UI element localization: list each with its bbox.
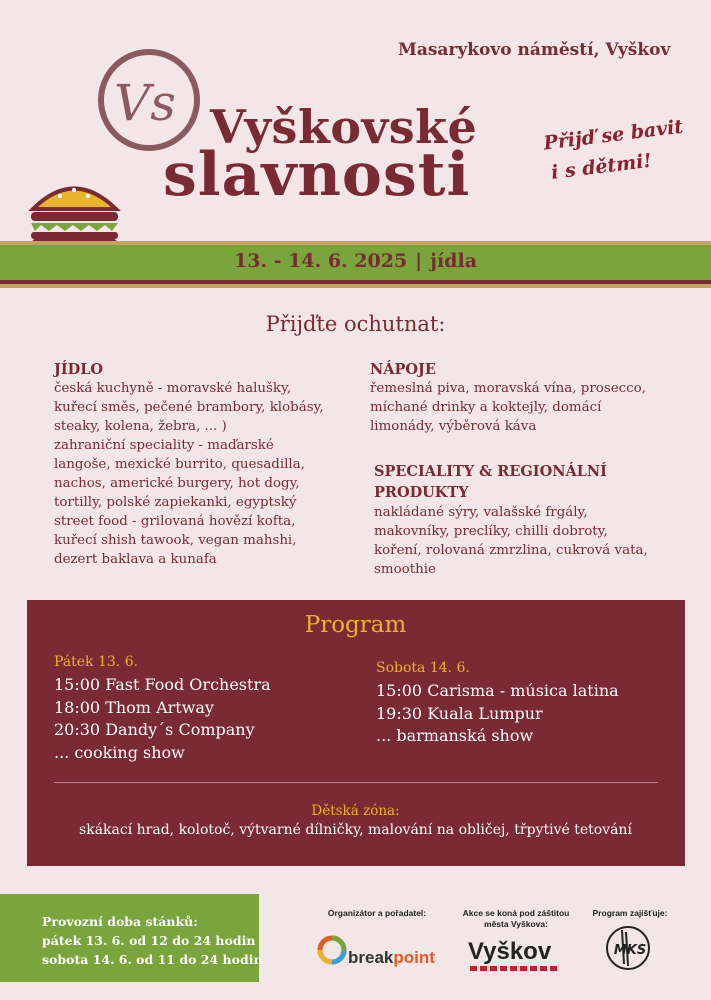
food-line: langoše, mexické burrito, quesadilla, (54, 457, 305, 472)
saturday-day: Sobota 14. 6. (376, 660, 470, 676)
food-line: street food - grilovaná hovězí kofta, (54, 514, 296, 529)
food-line: dezert baklava a kunafa (54, 552, 217, 567)
food-line: česká kuchyně - moravské halušky, (54, 381, 292, 396)
friday-day: Pátek 13. 6. (54, 654, 139, 670)
program-event: 15:00 Carisma - música latina (376, 681, 619, 700)
drinks-section (370, 360, 680, 436)
title-line2: slavnosti (163, 140, 471, 210)
invite-heading: Přijďte ochutnat: (265, 312, 446, 336)
food-line: steaky, kolena, žebra, ... ) (54, 419, 227, 434)
breakpoint-logo-icon (316, 934, 348, 966)
mks-logo-text: MKS (613, 943, 647, 958)
program-event: 15:00 Fast Food Orchestra (54, 675, 271, 694)
hours-saturday: sobota 14. 6. od 11 do 24 hodin (42, 952, 263, 967)
specialities-line: smoothie (374, 562, 436, 577)
drinks-line: limonády, výběrová káva (370, 419, 537, 434)
hours-title: Provozní doba stánků: (42, 914, 198, 929)
slogan-line2: i s dětmi! (549, 149, 653, 184)
drinks-heading: NÁPOJE (370, 361, 436, 378)
kids-zone-title: Dětská zóna: (311, 803, 400, 819)
auspices-label-line1: Akce se koná pod záštitou (462, 908, 570, 918)
auspices-label (456, 908, 576, 930)
band-separator: | (415, 250, 423, 272)
band-stripe-gold (0, 284, 711, 288)
auspices-label-line2: města Vyškova: (484, 919, 548, 929)
program-event: 20:30 Dandy´s Company (54, 720, 255, 739)
program-event: ... barmanská show (376, 726, 534, 745)
hours-friday: pátek 13. 6. od 12 do 24 hodin (42, 933, 256, 948)
program-title: Program (304, 612, 407, 638)
mks-logo-icon (604, 924, 652, 972)
organizer-label: Organizátor a pořadatel: (327, 908, 427, 918)
organizer-name (348, 948, 435, 968)
event-date: 13. - 14. 6. 2025 (234, 250, 408, 272)
logo-text: Vs (114, 74, 176, 132)
specialities-heading-line1: SPECIALITY & REGIONÁLNÍ (374, 463, 607, 480)
specialities-section (374, 460, 674, 579)
event-topic: jídla (430, 250, 477, 272)
vyskov-logo-text: Vyškov (468, 938, 552, 965)
opening-hours (42, 912, 263, 969)
date-band-text (0, 250, 711, 272)
organizer-name-b: point (393, 948, 435, 967)
vs-logo-icon (95, 45, 205, 155)
drinks-line: míchané drinky a koktejly, domácí (370, 400, 602, 415)
drinks-line: řemeslná piva, moravská vína, prosecco, (370, 381, 646, 396)
slogan-line1: Přijď se bavit (542, 115, 685, 155)
saturday-events (376, 680, 619, 748)
slogan (542, 112, 689, 189)
food-line: kuřecí směs, pečené brambory, klobásy, (54, 400, 324, 415)
food-section (54, 360, 354, 569)
vyskov-logo-stripe (470, 966, 560, 971)
program-event: 19:30 Kuala Lumpur (376, 703, 543, 723)
organizer-name-a: break (348, 948, 394, 967)
food-line: tortilly, polské zapiekanki, egyptský (54, 495, 297, 510)
specialities-line: makovníky, preclíky, chilli dobroty, (374, 524, 608, 539)
specialities-line: nakládané sýry, valašské frgály, (374, 505, 588, 520)
specialities-heading-line2: PRODUKTY (374, 484, 469, 501)
friday-events (54, 674, 271, 764)
specialities-line: koření, rolovaná zmrzlina, cukrová vata, (374, 543, 648, 558)
food-line: nachos, americké burgery, hot dogy, (54, 476, 300, 491)
kids-zone-list: skákací hrad, kolotoč, výtvarné dílničky, malování na obličej, třpytivé tetování (79, 822, 632, 838)
program-provider-label: Program zajišťuje: (592, 908, 668, 918)
location: Masarykovo náměstí, Vyškov (398, 40, 671, 60)
title-line1: Vyškovské (210, 100, 478, 154)
program-event: ... cooking show (54, 742, 185, 762)
food-line: zahraniční speciality - maďarské (54, 438, 274, 453)
program-event: 18:00 Thom Artway (54, 697, 214, 717)
program-divider (54, 782, 658, 783)
food-heading: JÍDLO (54, 361, 104, 378)
food-line: kuřecí shish tawook, vegan mahshi, (54, 533, 297, 548)
